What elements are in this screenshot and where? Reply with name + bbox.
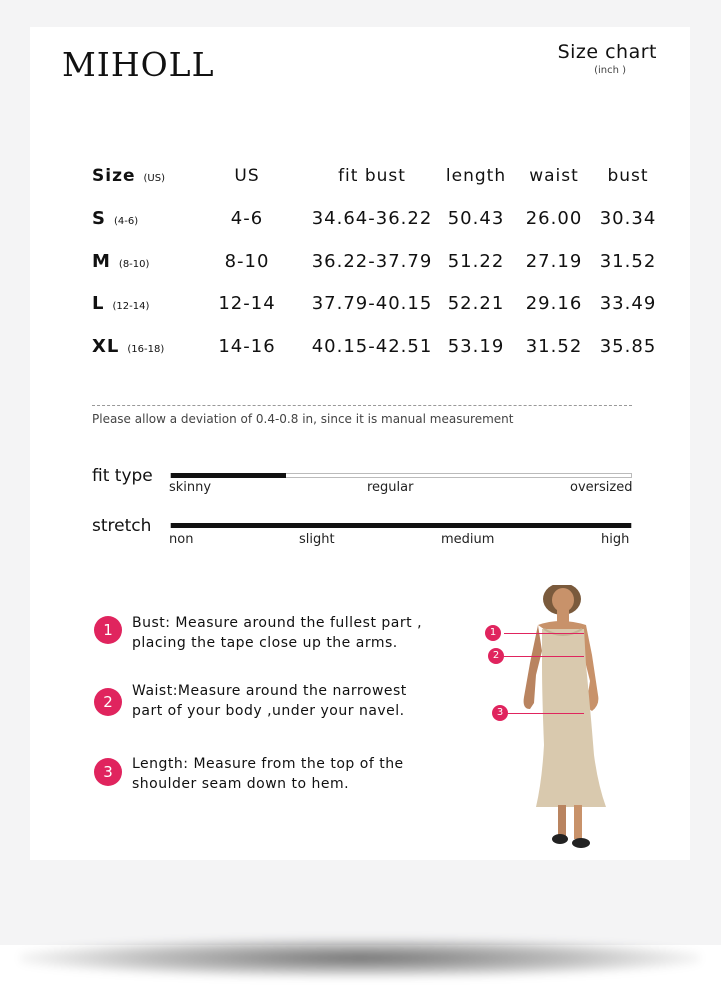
row-fit-bust: 36.22-37.79 [311, 251, 433, 272]
chart-unit: (inch ) [594, 65, 626, 76]
row-size: L (12-14) [92, 293, 150, 314]
fit-type-tick: oversized [570, 480, 633, 495]
header-waist: waist [529, 166, 579, 186]
row-length: 50.43 [447, 208, 505, 229]
row-us: 14-16 [218, 336, 276, 357]
row-fit-bust: 37.79-40.15 [311, 293, 433, 314]
row-waist: 27.19 [525, 251, 583, 272]
row-us: 12-14 [218, 293, 276, 314]
length-marker: 3 [492, 705, 508, 721]
card-shadow [20, 938, 700, 978]
row-size: XL (16-18) [92, 336, 165, 357]
deviation-note: Please allow a deviation of 0.4-0.8 in, since it is manual measurement [92, 412, 514, 426]
stretch-bar-fill [171, 523, 631, 528]
brand-logo: MIHOLL [62, 45, 215, 84]
table-row [92, 208, 657, 238]
row-fit-bust: 40.15-42.51 [311, 336, 433, 357]
model-figure-icon [480, 585, 640, 860]
header-size: Size (US) [92, 166, 165, 186]
row-waist: 29.16 [525, 293, 583, 314]
row-waist: 26.00 [525, 208, 583, 229]
stretch-label: stretch [92, 516, 152, 536]
fit-type-tick: regular [367, 480, 414, 495]
table-row [92, 293, 657, 323]
bust-measure-line [504, 633, 584, 634]
stretch-bar [170, 523, 632, 528]
length-measure-line [508, 713, 584, 714]
model-illustration [480, 585, 640, 860]
step-1-badge: 1 [94, 616, 122, 644]
step-2-badge: 2 [94, 688, 122, 716]
row-size: M (8-10) [92, 251, 150, 272]
row-size: S (4-6) [92, 208, 139, 229]
table-row [92, 336, 657, 366]
waist-marker: 2 [488, 648, 504, 664]
row-bust: 33.49 [599, 293, 657, 314]
table-header [92, 166, 649, 196]
row-bust: 31.52 [599, 251, 657, 272]
bust-marker: 1 [485, 625, 501, 641]
row-fit-bust: 34.64-36.22 [311, 208, 433, 229]
row-length: 51.22 [447, 251, 505, 272]
header-length: length [445, 166, 507, 186]
header-bust: bust [607, 166, 649, 186]
waist-instruction: Waist:Measure around the narrowest part of your body ,under your navel. [132, 683, 407, 719]
table-row [92, 251, 657, 281]
row-length: 53.19 [447, 336, 505, 357]
row-us: 8-10 [224, 251, 270, 272]
bust-instruction: Bust: Measure around the fullest part , placing the tape close up the arms. [132, 615, 423, 651]
row-length: 52.21 [447, 293, 505, 314]
row-bust: 30.34 [599, 208, 657, 229]
length-instruction: Length: Measure from the top of the shoulder seam down to hem. [132, 756, 404, 792]
step-3-badge: 3 [94, 758, 122, 786]
fit-type-bar [170, 473, 632, 478]
row-waist: 31.52 [525, 336, 583, 357]
waist-measure-line [504, 656, 584, 657]
header-us: US [234, 166, 260, 186]
dashed-divider [92, 405, 632, 406]
header-fit-bust: fit bust [338, 166, 406, 186]
row-us: 4-6 [230, 208, 264, 229]
stretch-tick: high [601, 532, 630, 547]
row-bust: 35.85 [599, 336, 657, 357]
stretch-tick: medium [441, 532, 495, 547]
fit-type-bar-fill [171, 473, 286, 478]
fit-type-tick: skinny [169, 480, 212, 495]
chart-title: Size chart [557, 41, 657, 63]
stretch-tick: slight [299, 532, 335, 547]
stretch-tick: non [169, 532, 194, 547]
fit-type-label: fit type [92, 466, 153, 486]
